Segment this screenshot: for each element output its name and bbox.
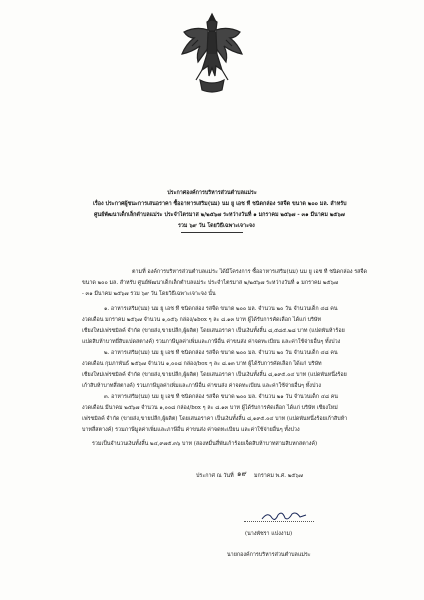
intro-line-2: ขนาด ๒๐๐ มล. สำหรับ ศูนย์พัฒนาเด็กเล็กตำบลแม่ระ ประจำไตรมาส ๒/๒๕๖๗ ระหว่างวันที่ ๑ มกราคม ๒๕๖๗ <box>82 280 338 286</box>
intro-line-3: - ๓๑ มีนาคม ๒๕๖๗ รวม ๖๙ วัน โดยวิธีเฉพาะเจาะจง นั้น <box>82 291 216 297</box>
signer-title: นายกองค์การบริหารส่วนตำบลแม่ระ <box>227 552 311 558</box>
signer-name: (นางพัชรา แปงงาม) <box>245 531 293 537</box>
item3-line-3: เฟรชมิลค์ จำกัด (ขายส่ง,ขายปลีก,ผู้ผลิต) โดยเสนอราคา เป็นเงินทั้งสิ้น ๘,๑๙๕.๐๔ บาท (แปดพันหนึ่งร้อยเก้าสิบห้า <box>82 416 348 422</box>
item1-line-3: เชียงใหม่เฟรชมิลค์ จำกัด (ขายส่ง,ขายปลีก,ผู้ผลิต) โดยเสนอราคา เป็นเงินทั้งสิ้น ๘,๕๘๕.๒๘ บาท (แปดพันห้าร้อย <box>82 328 345 334</box>
item2-line-1: ๒. อาหารเสริม(นม) นม ยู เอช ที ชนิดกล่อง รสจืด ขนาด ๒๐๐ มล. จำนวน ๒๐ วัน จำนวนเด็ก ๔๘ คน <box>104 350 338 356</box>
announced-day-handwritten: ๑๙ <box>237 470 247 478</box>
subject-line-2: ศูนย์พัฒนาเด็กเล็กตำบลแม่ระ ประจำไตรมาส ๒/๒๕๖๗ ระหว่างวันที่ ๑ มกราคม ๒๕๖๗ - ๓๑ มีนาคม ๒๕๖๗ <box>94 212 345 218</box>
subject-line-1: เรื่อง ประกาศผู้ชนะการเสนอราคา ซื้ออาหารเสริม(นม) นม ยู เอช ที ชนิดกล่อง รสจืด ขนาด ๒๐๐ มล. สำหรับ <box>93 201 347 207</box>
intro-line-1: ตามที่ องค์การบริหารส่วนตำบลแม่ระ ได้มีโครงการ ซื้ออาหารเสริม(นม) นม ยู เอช ที ชนิดกล่อง รสจืด <box>132 269 368 275</box>
garuda-emblem-icon <box>178 10 246 96</box>
item3-line-4: บาทสี่สตางค์) รวมภาษีมูลค่าเพิ่มและภาษีอื่น ค่าขนส่ง ค่าจดทะเบียน และค่าใช้จ่ายอื่นๆ ทั้งปวง <box>82 427 300 433</box>
item3-line-1: ๓. อาหารเสริม(นม) นม ยู เอช ที ชนิดกล่อง รสจืด ขนาด ๒๐๐ มล. จำนวน ๒๑ วัน จำนวนเด็ก ๔๘ คน <box>104 394 338 400</box>
item2-line-4: เก้าสิบห้าบาทสี่สตางค์) รวมภาษีมูลค่าเพิ่มและภาษีอื่น ค่าขนส่ง ค่าจดทะเบียน และค่าใช้จ่ายอื่นๆ ทั้งปวง <box>82 383 322 389</box>
signature-line <box>244 521 314 522</box>
item2-line-2: งวดเดือน กุมภาพันธ์ ๒๕๖๗ จำนวน ๑,๐๐๘ กล่อง/box ๆ ละ ๘.๑๓ บาท ผู้ได้รับการคัดเลือก ได้แก่ บริษัท <box>82 361 322 367</box>
item1-line-2: งวดเดือน มกราคม ๒๕๖๗ จำนวน ๑,๐๕๖ กล่อง/๑box ๆ ละ ๘.๑๓ บาท ผู้ได้รับการคัดเลือก ได้แก่ บริษัท <box>82 317 321 323</box>
item1-line-1: ๑. อาหารเสริม(นม) นม ยู เอช ที ชนิดกล่อง รสจืด ขนาด ๒๐๐ มล. จำนวน ๒๐ วัน จำนวนเด็ก ๔๘ คน <box>104 306 338 312</box>
total-line: รวมเป็นจำนวนเงินทั้งสิ้น ๒๔,๙๗๕.๓๖ บาท (สองหมื่นสี่พันเก้าร้อยเจ็ดสิบห้าบาทสามสิบหกสตางค์) <box>92 441 318 447</box>
header-divider <box>181 232 243 233</box>
org-title: ประกาศองค์การบริหารส่วนตำบลแม่ระ <box>167 190 257 196</box>
subject-line-3: รวม ๖๙ วัน โดยวิธีเฉพาะเจาะจง <box>178 223 255 229</box>
announced-prefix: ประกาศ ณ วันที่ <box>196 473 234 479</box>
item2-line-3: เชียงใหม่เฟรชมิลค์ จำกัด (ขายส่ง,ขายปลีก,ผู้ผลิต) โดยเสนอราคา เป็นเงินทั้งสิ้น ๘,๑๙๕.๐๔ บาท (แปดพันหนึ่งร้อย <box>82 372 347 378</box>
item3-line-2: งวดเดือน มีนาคม ๒๕๖๗ จำนวน ๑,๐๐๘ กล่อง/box ๆ ละ ๘.๑๓ บาท ผู้ได้รับการคัดเลือก ได้แก่ บริษัท เชียงใหม่ <box>82 405 338 411</box>
item1-line-4: แปดสิบห้าบาทยี่สิบแปดสตางค์) รวมภาษีมูลค่าเพิ่มและภาษีอื่น ค่าขนส่ง ค่าจดทะเบียน และค่าใช้จ่ายอื่นๆ ทั้งปวง <box>82 339 341 345</box>
announced-suffix: มกราคม พ.ศ. ๒๕๖๗ <box>254 473 303 479</box>
